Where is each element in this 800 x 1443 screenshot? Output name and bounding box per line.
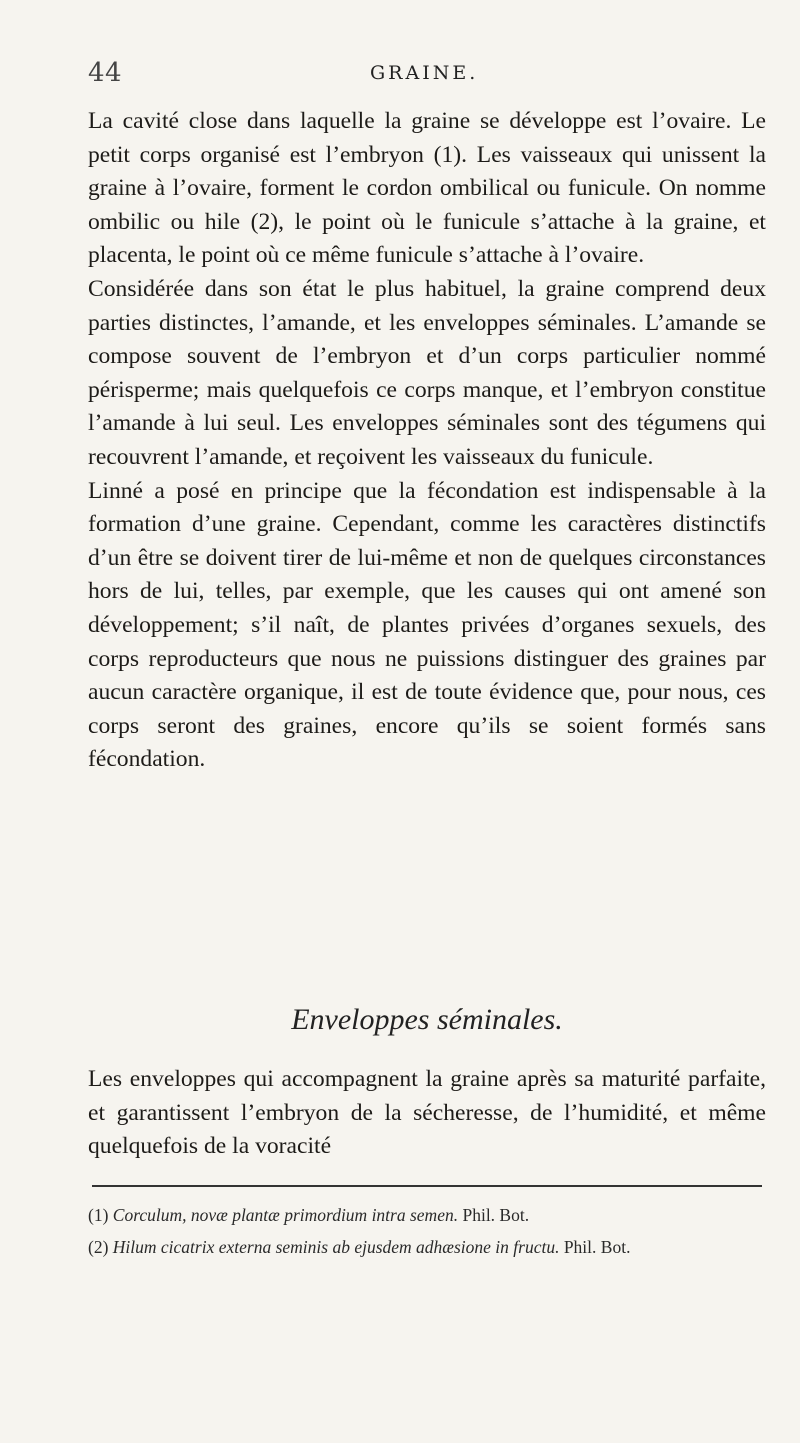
footnote [88, 1234, 766, 1260]
footnote-marker: (2) [88, 1237, 109, 1257]
footnote-marker: (1) [88, 1205, 109, 1225]
paragraph: La cavité close dans laquelle la graine se développe est l’ovaire. Le petit corps organisé est l’embryon (1). Les vaisseaux qui unissent la graine à l’ovaire, forment le cordon ombilical ou funicule. On nomme ombilic ou hile (2), le point où le funicule s’attache à la graine, et placenta, le point où ce même funicule s’attache à l’ovaire. [88, 108, 766, 269]
footnote-latin: Corculum, novæ plantæ primordium intra semen. [112, 1205, 459, 1225]
page-number: 44 [88, 58, 123, 88]
section-heading: Enveloppes séminales. [291, 1003, 563, 1036]
footnote [88, 1202, 766, 1228]
paragraph: Linné a posé en principe que la fécondation est indispensable à la formation d’une graine. Cependant, comme les caractères distinctifs d’un être se doivent tirer de lui-même et non de quelques circonstances hors de lui, telles, par exemple, que les causes qui ont amené son développement; s’il naît, de plantes privées d’organes sexuels, des corps reproducteurs que nous ne puissions distinguer des graines par aucun caractère organique, il est de toute évidence que, pour nous, ces corps seront des graines, encore qu’ils se soient formés sans fécondation. [88, 477, 766, 773]
main-text [88, 105, 766, 777]
footnotes [88, 1202, 766, 1266]
paragraph: Considérée dans son état le plus habituel, la graine comprend deux parties distinctes, l’amande, et les enveloppes séminales. L’amande se compose souvent de l’embryon et d’un corps particulier nommé périsperme; mais quelquefois ce corps manque, et l’embryon constitue l’amande à lui seul. Les enveloppes séminales sont des tégumens qui recouvrent l’amande, et reçoivent les vaisseaux du funicule. [88, 275, 766, 470]
footnote-source: Phil. Bot. [563, 1237, 631, 1257]
footnote-latin: Hilum cicatrix externa seminis ab ejusdem adhæsione in fructu. [112, 1237, 560, 1257]
running-title: GRAINE. [370, 62, 479, 84]
footnote-source: Phil. Bot. [462, 1205, 530, 1225]
section-paragraph: Les enveloppes qui accompagnent la graine après sa maturité parfaite, et garantissent l’embryon de la sécheresse, de l’humidité, et même quelquefois de la voracité [88, 1066, 766, 1160]
footnote-divider [92, 1185, 762, 1187]
